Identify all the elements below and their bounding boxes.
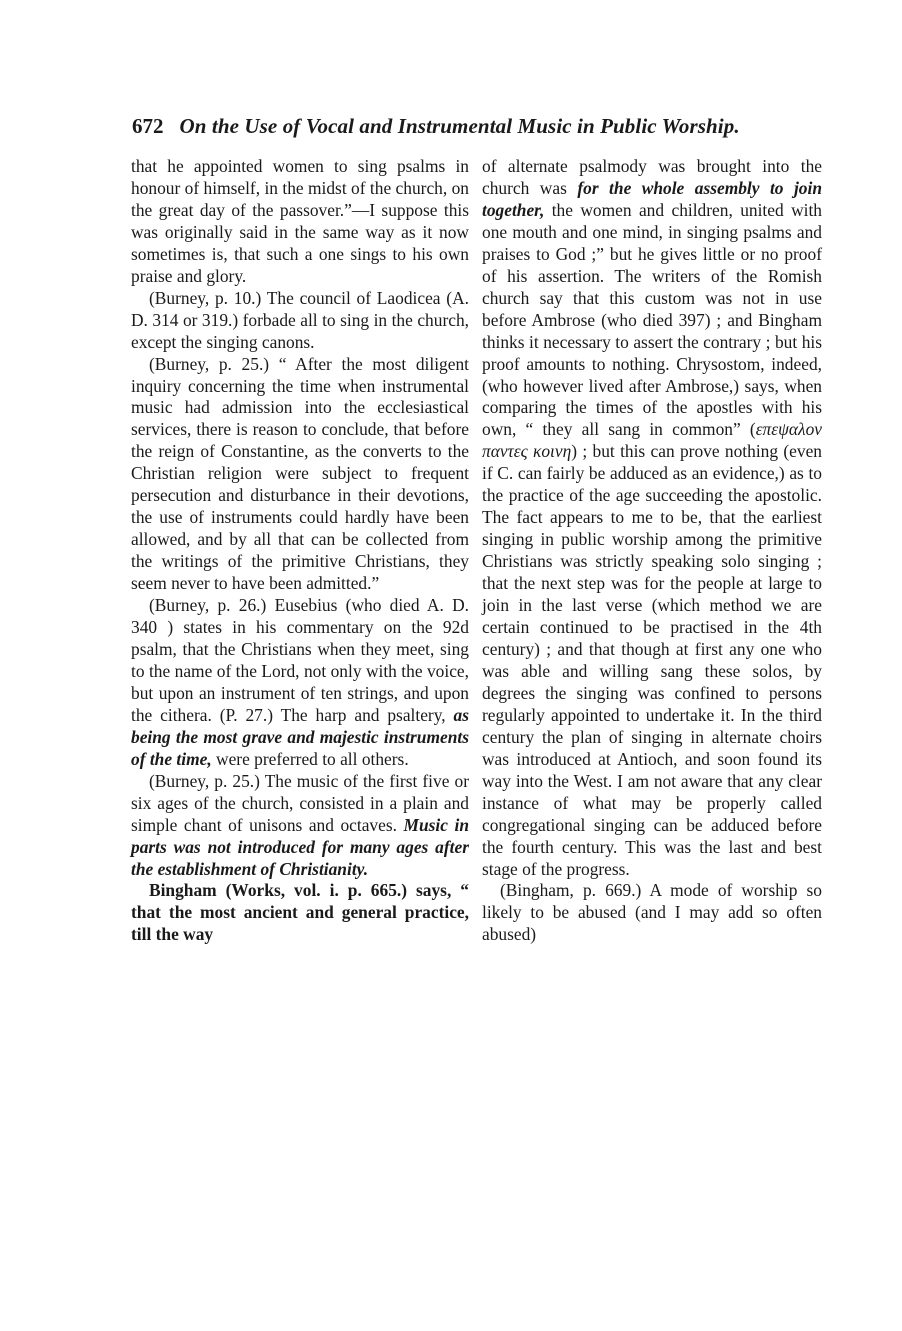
- right-column: [482, 156, 822, 946]
- right-paragraph-1-italic: for the whole assembly to join together,: [482, 177, 822, 220]
- left-paragraph-4-text-a: (Burney, p. 26.) Eusebius (who died A. D. 340 ) states in his commentary on the 92d psalm, that the Christians when they meet, sing to the name of the Lord, not only with the voice, but upon an instrument of ten strings, and upon the cithera. (P. 27.) The harp and psaltery,: [131, 595, 469, 725]
- right-paragraph-1: [482, 156, 822, 880]
- left-paragraph-4-text-b: were preferred to all others.: [211, 748, 409, 769]
- right-paragraph-1-text-c: ) ; but this can prove nothing (even if C. can fairly be adduced as an evidence,) as to the practice of the age succeeding the apostolic. The fact appears to me to be, that the earliest singing in public worship among the primitive Christians was strictly speaking solo singing ; that the next step was for the people at large to join in the last verse (which method we are certain continued to be practised in the 4th century) ; and that though at first any one who was able and willing sang these solos, by degrees the singing was confined to persons regularly appointed to undertake it. In the third century the plan of singing in alternate choirs was introduced at Antioch, and soon found its way into the West. I am not aware that any clear instance of what may be properly called congregational singing can be adduced before the fourth century. This was the last and best stage of the progress.: [482, 441, 822, 879]
- left-column: [131, 156, 469, 946]
- left-paragraph-5-text: (Burney, p. 25.) The music of the first five or six ages of the church, consisted in a plain and simple chant of unisons and octaves.: [131, 770, 469, 835]
- left-paragraph-4: [131, 595, 469, 771]
- right-paragraph-2: (Bingham, p. 669.) A mode of worship so likely to be abused (and I may add so often abused): [482, 880, 822, 945]
- left-paragraph-1: that he appointed women to sing psalms in honour of himself, in the midst of the church, on the great day of the passover.”—I suppose this was originally said in the same way as it now sometimes is, that such a one sings to his own praise and glory.: [131, 156, 469, 286]
- left-paragraph-6: Bingham (Works, vol. i. p. 665.) says, “ that the most ancient and general practice, till the way: [131, 880, 469, 945]
- page-number: 672: [132, 114, 164, 138]
- left-paragraph-2: (Burney, p. 10.) The council of Laodicea (A. D. 314 or 319.) forbade all to sing in the church, except the singing canons.: [131, 287, 469, 352]
- right-paragraph-1-text-b: the women and children, united with one mouth and one mind, in singing psalms and praises to God ;” but he gives little or no proof of his assertion. The writers of the Romish church say that this custom was not in use before Ambrose (who died 397) ; and Bingham thinks it necessary to assert the contrary ; but his proof amounts to nothing. Chrysostom, indeed, (who however lived after Ambrose,) says, when comparing the times of the apostles with his own, “ they all sang in common” (: [482, 199, 822, 440]
- left-paragraph-5-italic: Music in parts was not introduced for many ages after the establishment of Christianity.: [131, 814, 469, 879]
- right-paragraph-1-text-a: of alternate psalmody was brought into the church was: [482, 156, 822, 198]
- left-paragraph-5: [131, 771, 469, 881]
- page-header: [132, 114, 822, 148]
- running-title: On the Use of Vocal and Instrumental Music in Public Worship.: [179, 114, 740, 138]
- greek-quotation: επεψαλον παντες κοινη: [482, 419, 822, 462]
- left-paragraph-4-italic: as being the most grave and majestic instruments of the time,: [131, 704, 469, 769]
- left-paragraph-3: (Burney, p. 25.) “ After the most diligent inquiry concerning the time when instrumental music had admission into the ecclesiastical services, there is reason to conclude, that before the reign of Constantine, as the converts to the Christian religion were subject to frequent persecution and disturbance in their devotions, the use of instruments could hardly have been allowed, and by all that can be collected from the writings of the primitive Christians, they seem never to have been admitted.”: [131, 353, 469, 594]
